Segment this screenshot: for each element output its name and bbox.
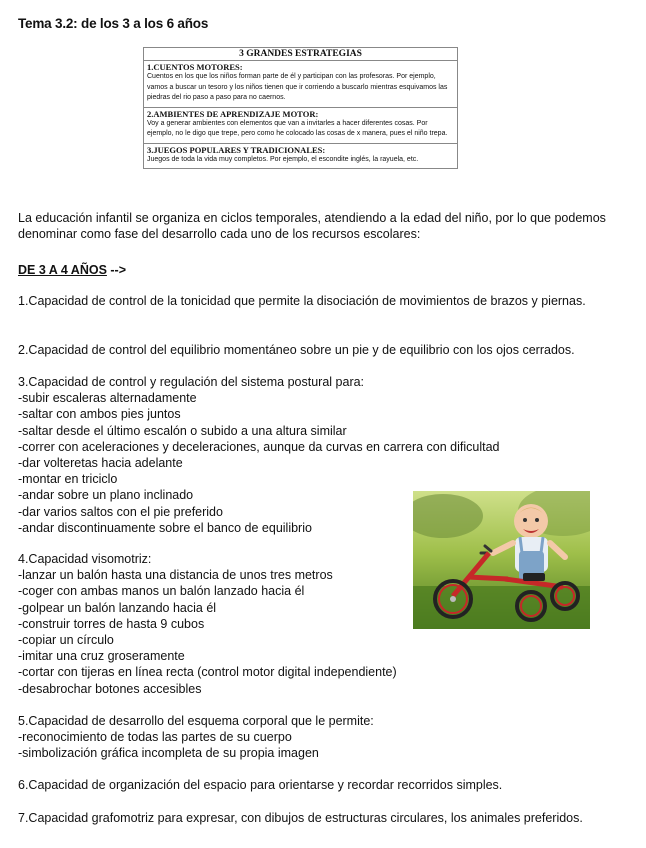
strategy-section	[144, 144, 457, 169]
list-item: -simbolización gráfica incompleta de su propia imagen	[18, 746, 319, 761]
list-item: -golpear un balón lanzando hacia él	[18, 600, 217, 615]
strategy-heading: 3.JUEGOS POPULARES Y TRADICIONALES:	[147, 144, 326, 155]
list-item: -montar en triciclo	[18, 472, 118, 487]
strategy-body: Juegos de toda la vida muy completos. Por ejemplo, el escondite inglés, la rayuela, etc.	[147, 155, 419, 163]
list-item: -coger con ambas manos un balón lanzado hacia él	[18, 584, 305, 599]
list-item: -desabrochar botones accesibles	[18, 681, 202, 696]
list-heading: 5.Capacidad de desarrollo del esquema corporal que le permite:	[18, 714, 374, 728]
child-tricycle-photo	[413, 491, 590, 629]
list-item: -dar varios saltos con el pie preferido	[18, 504, 223, 519]
list-item: -cortar con tijeras en línea recta (control motor digital independiente)	[18, 665, 397, 680]
strategies-title: 3 GRANDES ESTRATEGIAS	[144, 48, 457, 61]
list-item: -saltar con ambos pies juntos	[18, 407, 181, 422]
list-item: -andar discontinuamente sobre el banco de equilibrio	[18, 520, 312, 535]
list-item: -saltar desde el último escalón o subido a una altura similar	[18, 423, 347, 438]
age-heading-arrow: -->	[106, 263, 127, 277]
capacity-item-5	[18, 713, 374, 762]
capacity-item-2: 2.Capacidad de control del equilibrio momentáneo sobre un pie y de equilibrio con los ojos cerrados.	[18, 343, 575, 357]
capacity-item-1: 1.Capacidad de control de la tonicidad que permite la disociación de movimientos de brazos y piernas.	[18, 294, 586, 308]
tricycle-image	[413, 491, 590, 629]
list-item: -subir escaleras alternadamente	[18, 391, 197, 406]
list-heading: 3.Capacidad de control y regulación del sistema postural para:	[18, 375, 365, 389]
list-item: -copiar un círculo	[18, 633, 114, 648]
strategy-section	[144, 61, 457, 108]
capacity-item-4	[18, 551, 397, 697]
strategy-heading: 2.AMBIENTES DE APRENDIZAJE MOTOR:	[147, 108, 319, 119]
list-item: -andar sobre un plano inclinado	[18, 488, 194, 503]
list-item: -correr con aceleraciones y deceleraciones, aunque da curvas en carrera con dificultad	[18, 439, 500, 454]
capacity-item-7: 7.Capacidad grafomotriz para expresar, con dibujos de estructuras circulares, los animales preferidos.	[18, 811, 583, 825]
age-heading-label: DE 3 A 4 AÑOS	[18, 263, 107, 277]
list-item: -reconocimiento de todas las partes de su cuerpo	[18, 730, 292, 745]
intro-paragraph: La educación infantil se organiza en ciclos temporales, atendiendo a la edad del niño, por lo que podemos denominar como fase del desarrollo cada uno de los recursos escolares:	[18, 211, 606, 241]
strategy-body: Voy a generar ambientes con elementos que van a invitarles a hacer diferentes cosas. Por ejemplo, no le digo que trepe, pero como he colocado las cosas de x manera, pues el niño trepa.	[147, 119, 448, 137]
list-item: -construir torres de hasta 9 cubos	[18, 616, 205, 631]
strategy-section	[144, 108, 457, 144]
age-heading	[18, 262, 126, 278]
list-item: -lanzar un balón hasta una distancia de unos tres metros	[18, 568, 333, 583]
list-heading: 4.Capacidad visomotriz:	[18, 552, 152, 566]
capacity-item-6: 6.Capacidad de organización del espacio para orientarse y recordar recorridos simples.	[18, 778, 503, 792]
page-title: Tema 3.2: de los 3 a los 6 años	[18, 16, 209, 31]
list-item: -imitar una cruz groseramente	[18, 649, 185, 664]
strategy-heading: 1.CUENTOS MOTORES:	[147, 62, 243, 72]
strategies-box	[143, 47, 458, 169]
strategy-body: Cuentos en los que los niños forman parte de él y participan con las profesoras. Por ejemplo, vamos a buscar un tesoro y los niños tienen que ir corriendo a buscarlo mientras esquivamos las piedras del rio paso a paso para no caernos.	[147, 73, 448, 101]
list-item: -dar volteretas hacia adelante	[18, 456, 183, 471]
